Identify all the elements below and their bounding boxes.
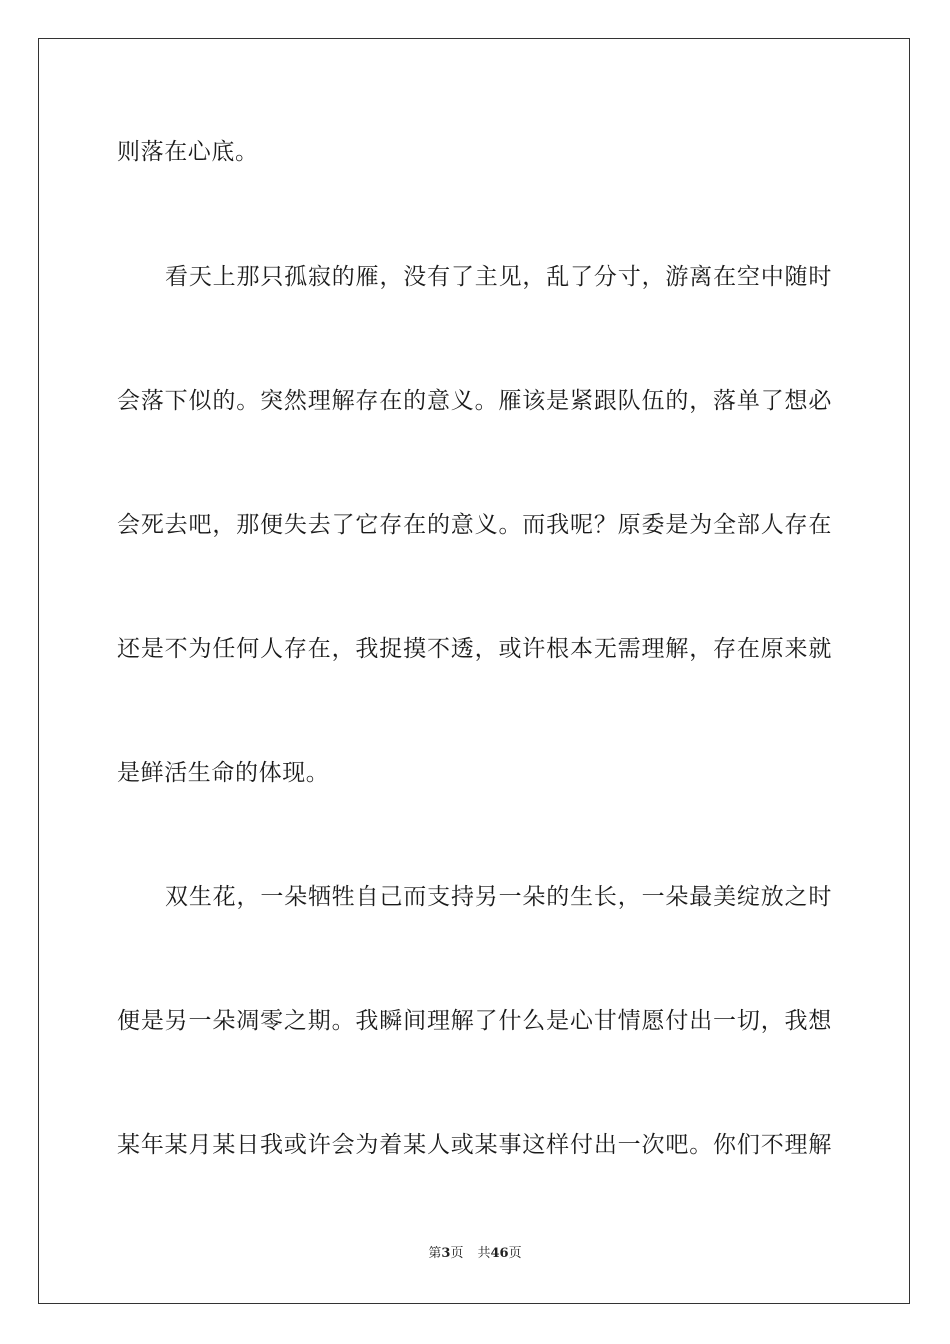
text-line-7: 双生花，一朵牺牲自己而支持另一朵的生长，一朵最美绽放之时 — [165, 884, 832, 910]
text-line-5: 还是不为任何人存在，我捉摸不透，或许根本无需理解，存在原来就 — [117, 636, 832, 662]
text-line-8: 便是另一朵凋零之期。我瞬间理解了什么是心甘情愿付出一切，我想 — [117, 1008, 832, 1034]
text-line-4: 会死去吧，那便失去了它存在的意义。而我呢？原委是为全部人存在 — [117, 512, 832, 538]
footer-page-number: 3 — [441, 1246, 451, 1261]
footer-total-pages: 46 — [490, 1246, 509, 1261]
text-line-1: 则落在心底。 — [117, 139, 259, 165]
footer-page-unit: 页 — [450, 1246, 464, 1261]
text-line-3: 会落下似的。突然理解存在的意义。雁该是紧跟队伍的，落单了想必 — [117, 388, 832, 414]
text-line-2: 看天上那只孤寂的雁，没有了主见，乱了分寸，游离在空中随时 — [165, 264, 832, 290]
text-line-9: 某年某月某日我或许会为着某人或某事这样付出一次吧。你们不理解 — [117, 1132, 832, 1158]
page-border — [38, 38, 910, 1304]
footer-page-prefix: 第 — [428, 1246, 442, 1261]
footer-total-prefix: 共 — [477, 1246, 491, 1261]
footer-total-unit: 页 — [508, 1246, 522, 1261]
page-footer — [0, 1246, 950, 1262]
text-line-6: 是鲜活生命的体现。 — [117, 760, 330, 786]
